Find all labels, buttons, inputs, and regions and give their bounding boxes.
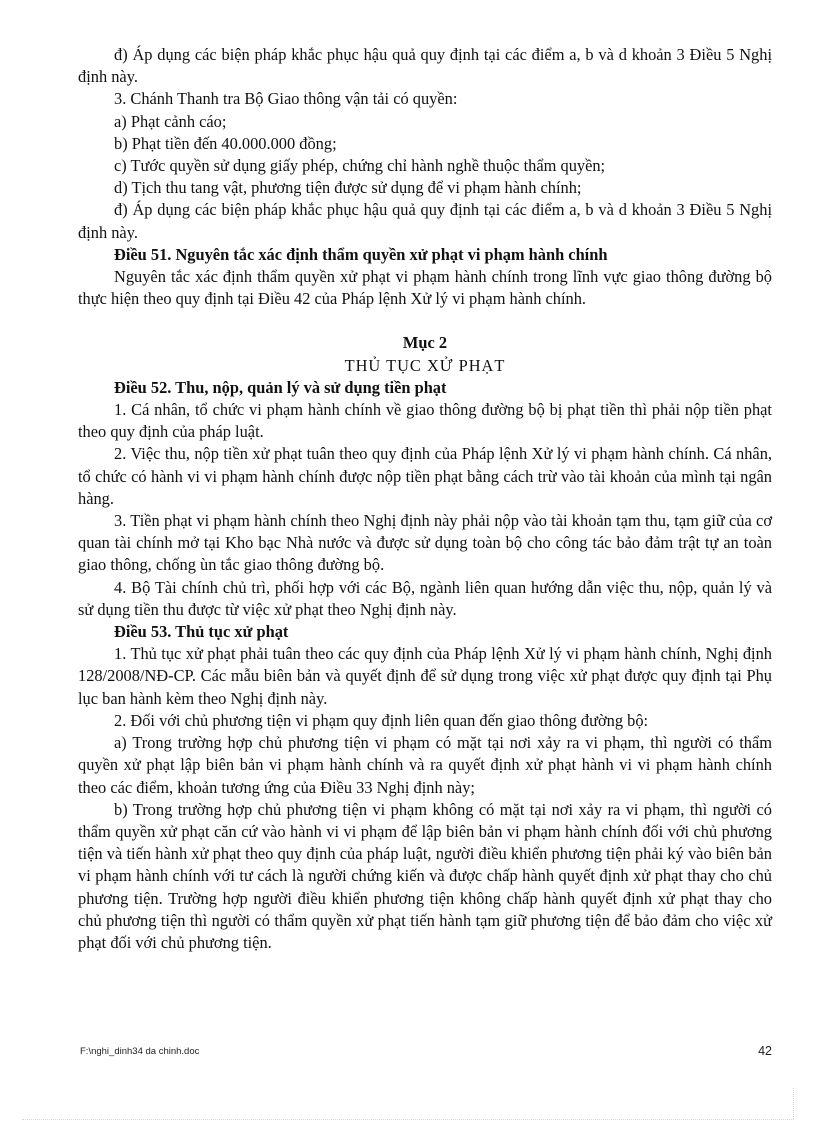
article-heading: Điều 51. Nguyên tắc xác định thẩm quyền xử phạt vi phạm hành chính [114,244,608,264]
paragraph: 3. Chánh Thanh tra Bộ Giao thông vận tải có quyền: [114,89,458,109]
paragraph: 2. Đối với chủ phương tiện vi phạm quy định liên quan đến giao thông đường bộ: [114,710,649,730]
document-body [78,44,772,954]
paragraph: 3. Tiền phạt vi phạm hành chính theo Nghị định này phải nộp vào tài khoản tạm thu, tạm giữ của cơ quan tài chính mở tại Kho bạc Nhà nước và được sử dụng toàn bộ cho công tác bảo đảm trật tự an toàn giao thông, chống ùn tắc giao thông đường bộ. [78,511,772,575]
paragraph: 2. Việc thu, nộp tiền xử phạt tuân theo quy định của Pháp lệnh Xử lý vi phạm hành chính. Cá nhân, tổ chức có hành vi vi phạm hành chính được nộp tiền phạt bằng cách trừ vào tài khoản của mình tại ngân hàng. [78,444,772,508]
page-border-right [793,1088,794,1119]
paragraph: d) Tịch thu tang vật, phương tiện được sử dụng để vi phạm hành chính; [114,178,582,198]
article-heading: Điều 53. Thủ tục xử phạt [114,622,289,642]
section-spacer [78,310,772,332]
paragraph: đ) Áp dụng các biện pháp khắc phục hậu quả quy định tại các điểm a, b và d khoản 3 Điều 5 Nghị định này. [78,200,772,242]
paragraph: a) Phạt cảnh cáo; [114,111,227,131]
footer-file-path: F:\nghi_dinh34 da chinh.doc [80,1046,200,1057]
paragraph: đ) Áp dụng các biện pháp khắc phục hậu quả quy định tại các điểm a, b và d khoản 3 Điều 5 Nghị định này. [78,45,772,87]
paragraph: 1. Cá nhân, tổ chức vi phạm hành chính về giao thông đường bộ bị phạt tiền thì phải nộp tiền phạt theo quy định của pháp luật. [78,400,772,442]
paragraph: b) Trong trường hợp chủ phương tiện vi phạm không có mặt tại nơi xảy ra vi phạm, thì người có thẩm quyền xử phạt căn cứ vào hành vi vi phạm để lập biên bản vi phạm hành chính đối với chủ phương tiện và tiến hành xử phạt theo quy định của pháp luật, người điều khiển phương tiện phải ký vào biên bản vi phạm hành chính với tư cách là người chứng kiến và được chấp hành quyết định xử phạt thay cho chủ phương tiện. Trường hợp người điều khiển phương tiện không chấp hành quyết định xử phạt thay cho chủ phương tiện thì người có thẩm quyền xử phạt tiến hành tạm giữ phương tiện để bảo đảm cho việc xử phạt đối với chủ phương tiện. [78,799,772,952]
paragraph: a) Trong trường hợp chủ phương tiện vi phạm có mặt tại nơi xảy ra vi phạm, thì người có thẩm quyền xử phạt lập biên bản vi phạm hành chính và ra quyết định xử phạt hành vi vi phạm hành chính theo các điểm, khoản tương ứng của Điều 33 Nghị định này; [78,733,772,797]
page-border-bottom [22,1119,794,1120]
paragraph: Nguyên tắc xác định thẩm quyền xử phạt vi phạm hành chính trong lĩnh vực giao thông đường bộ thực hiện theo quy định tại Điều 42 của Pháp lệnh Xử lý vi phạm hành chính. [78,267,772,309]
article-heading: Điều 52. Thu, nộp, quản lý và sử dụng tiền phạt [114,377,447,397]
paragraph: b) Phạt tiền đến 40.000.000 đồng; [114,133,337,153]
paragraph: c) Tước quyền sử dụng giấy phép, chứng chỉ hành nghề thuộc thẩm quyền; [114,156,606,176]
section-title: Mục 2 [402,333,448,353]
footer-page-number: 42 [758,1044,772,1058]
section-subtitle: THỦ TỤC XỬ PHẠT [344,355,506,375]
paragraph: 1. Thủ tục xử phạt phải tuân theo các quy định của Pháp lệnh Xử lý vi phạm hành chính, Nghị định 128/2008/NĐ-CP. Các mẫu biên bản và quyết định để sử dụng trong việc xử phạt được quy định tại Phụ lục ban hành kèm theo Nghị định này. [78,644,772,708]
paragraph: 4. Bộ Tài chính chủ trì, phối hợp với các Bộ, ngành liên quan hướng dẫn việc thu, nộp, quản lý và sử dụng tiền thu được từ việc xử phạt theo Nghị định này. [78,577,772,619]
